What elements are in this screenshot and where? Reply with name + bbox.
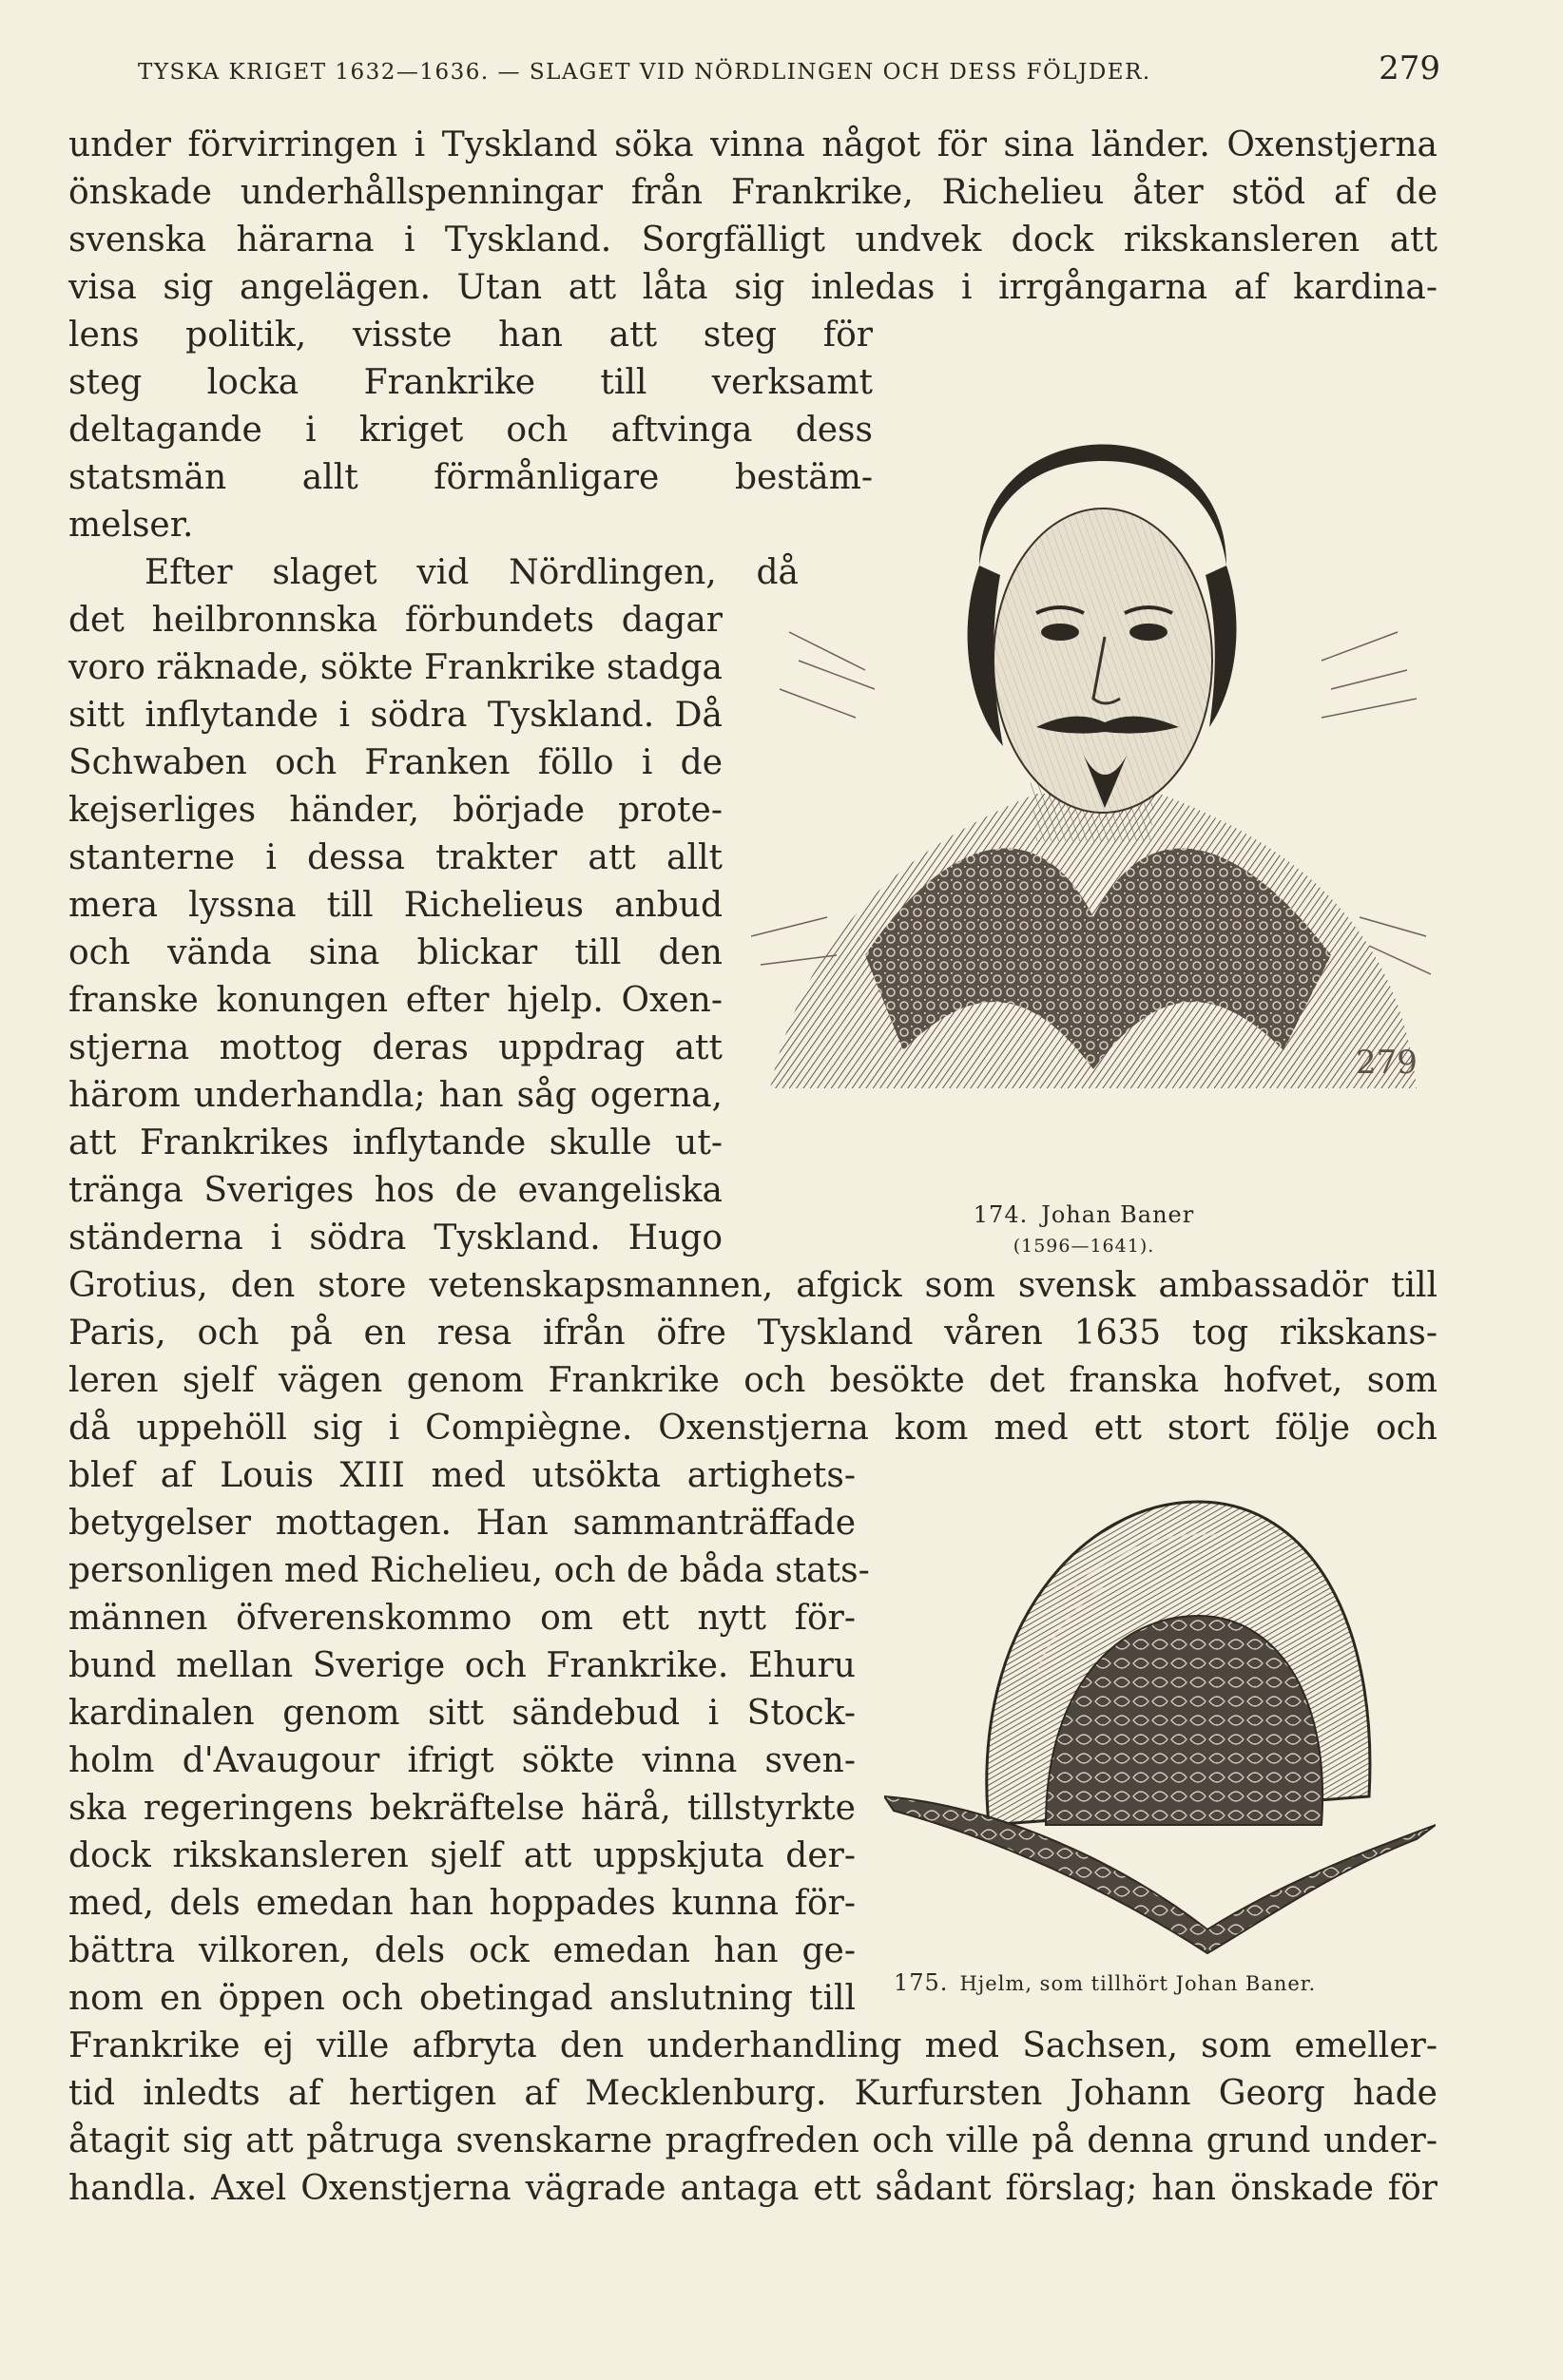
text-line: betygelser mottagen. Han sammanträffade [68, 1504, 856, 1543]
text-line: härom underhandla; han såg ogerna, [68, 1076, 723, 1115]
text-line: steg locka Frankrike till verksamt [68, 363, 873, 402]
text-line: Paris, och på en resa ifrån öfre Tyskland våren 1635 tog rikskans- [68, 1314, 1438, 1353]
figure-174-dates: (1596—1641). [1013, 1236, 1155, 1257]
text-line: Schwaben och Franken föllo i de [68, 743, 723, 782]
text-line: stjerna mottog deras uppdrag att [68, 1028, 723, 1067]
text-line: statsmän allt förmånligare bestäm- [68, 458, 873, 497]
text-line: lens politik, visste han att steg för [68, 316, 873, 355]
text-line: männen öfverenskommo om ett nytt för- [68, 1599, 856, 1638]
text-line: Efter slaget vid Nördlingen, då [145, 553, 799, 592]
text-line: åtagit sig att påtruga svenskarne pragfreden och ville på denna grund under- [68, 2121, 1438, 2160]
text-line: och vända sina blickar till den [68, 933, 723, 972]
figure-174-number: 174. [973, 1201, 1029, 1228]
text-line: holm d'Avaugour ifrigt sökte vinna sven- [68, 1741, 856, 1780]
text-line: franske konungen efter hjelp. Oxen- [68, 981, 723, 1020]
figure-175-title: Hjelm, som tillhört Johan Baner. [959, 1972, 1317, 1995]
text-line: bättra vilkoren, dels ock emedan han ge- [68, 1931, 856, 1970]
text-line: deltagande i kriget och aftvinga dess [68, 411, 873, 450]
text-line: kardinalen genom sitt sändebud i Stock- [68, 1694, 856, 1733]
text-line: då uppehöll sig i Compiègne. Oxenstjerna kom med ett stort följe och [68, 1409, 1438, 1448]
text-line: melser. [68, 506, 194, 545]
helmet-engraving [884, 1483, 1436, 1958]
text-line: dock rikskansleren sjelf att uppskjuta der- [68, 1836, 856, 1875]
figure-175-caption [894, 1969, 1316, 1996]
figure-174-title: Johan Baner [1041, 1201, 1195, 1228]
text-line: bund mellan Sverige och Frankrike. Ehuru [68, 1646, 856, 1685]
text-line: leren sjelf vägen genom Frankrike och besökte det franska hofvet, som [68, 1361, 1438, 1400]
text-line: Grotius, den store vetenskapsmannen, afgick som svensk ambassadör till [68, 1266, 1438, 1305]
text-line: under förvirringen i Tyskland söka vinna något för sina länder. Oxenstjerna [68, 125, 1438, 164]
page-number: 279 [1379, 49, 1440, 87]
text-line: med, dels emedan han hoppades kunna för- [68, 1884, 856, 1923]
text-line: handla. Axel Oxenstjerna vägrade antaga ett sådant förslag; han önskade för [68, 2169, 1438, 2208]
text-line: att Frankrikes inflytande skulle ut- [68, 1123, 723, 1162]
plate-number: 279 [1356, 1044, 1418, 1082]
running-header-title: TYSKA KRIGET 1632—1636. — SLAGET VID NÖRDLINGEN OCH DESS FÖLJDER. [138, 60, 1151, 85]
text-line: Frankrike ej ville afbryta den underhandling med Sachsen, som emeller- [68, 2026, 1438, 2065]
text-line: nom en öppen och obetingad anslutning till [68, 1979, 856, 2018]
text-line: önskade underhållspenningar från Frankrike, Richelieu åter stöd af de [68, 173, 1438, 212]
text-line: tid inledts af hertigen af Mecklenburg. Kurfursten Johann Georg hade [68, 2074, 1438, 2113]
text-line: visa sig angelägen. Utan att låta sig inledas i irrgångarna af kardina- [68, 268, 1438, 307]
text-line: svenska härarna i Tyskland. Sorgfälligt undvek dock rikskansleren att [68, 221, 1438, 259]
text-line: personligen med Richelieu, och de båda stats- [68, 1551, 870, 1590]
text-line: det heilbronnska förbundets dagar [68, 601, 723, 640]
figure-175-number: 175. [894, 1969, 949, 1996]
running-header [138, 49, 1440, 95]
text-line: ständerna i södra Tyskland. Hugo [68, 1219, 723, 1257]
text-line: stanterne i dessa trakter att allt [68, 838, 723, 877]
text-line: ska regeringens bekräftelse härå, tillstyrkte [68, 1789, 856, 1828]
text-line: kejserliges händer, började prote- [68, 791, 723, 830]
text-line: sitt inflytande i södra Tyskland. Då [68, 696, 723, 735]
text-line: blef af Louis XIII med utsökta artighets- [68, 1456, 856, 1495]
text-line: mera lyssna till Richelieus anbud [68, 886, 723, 925]
portrait-engraving [751, 347, 1436, 1183]
text-line: voro räknade, sökte Frankrike stadga [68, 648, 723, 687]
figure-174-caption [951, 1201, 1217, 1228]
text-line: tränga Sveriges hos de evangeliska [68, 1171, 723, 1210]
